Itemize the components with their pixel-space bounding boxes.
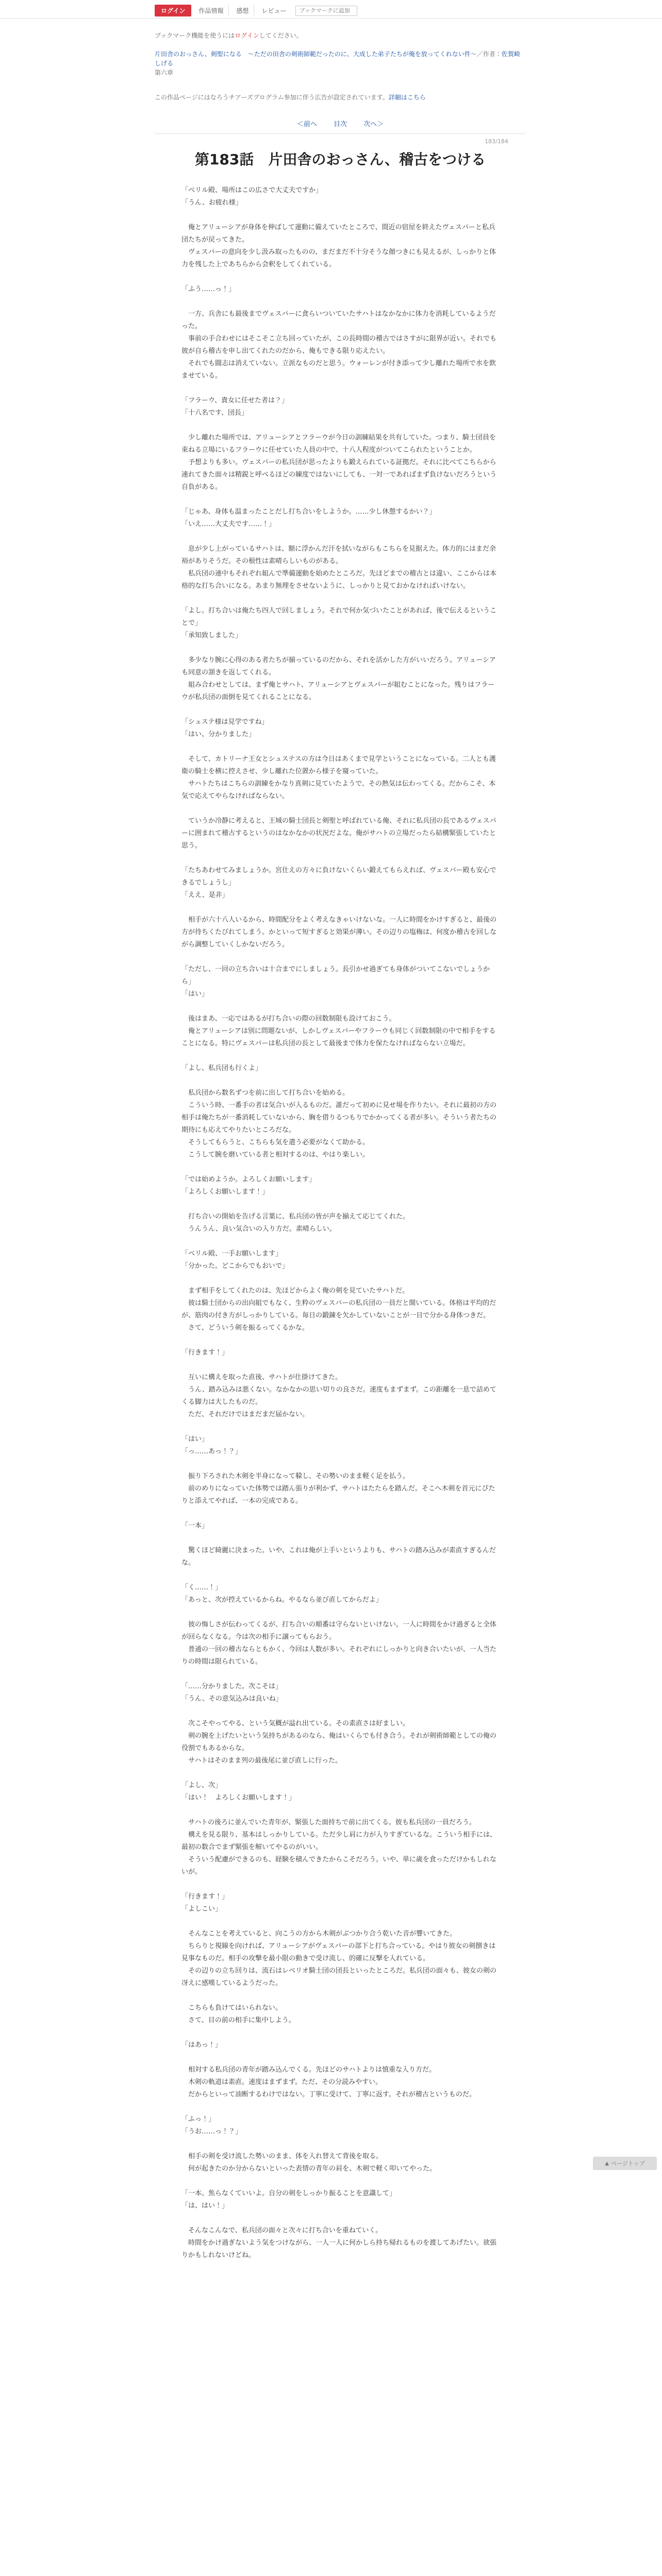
paragraph: 相手が六十八人いるから、時間配分をよく考えなきゃいけないな。一人に時間をかけすぎると、最後の方が待ちくたびれてしまう。かといって短すぎると効果が薄い。その辺りの塩梅は、何度か稽古を回しながら調整していくしかないだろう。 (181, 916, 497, 948)
paragraph-spacer (181, 1050, 499, 1062)
page-top-button[interactable] (593, 2157, 657, 2170)
bookmark-search-input[interactable] (295, 6, 357, 16)
paragraph: 彼は騎士団からの出向組でもなく、生粋のヴェスパーの私兵団の一員だと聞いている。体格は平均的だが、筋肉の付き方がしっかりしている。毎日の鍛錬を欠かしていないことが一目で分かる身体つきだ。 (181, 1299, 496, 1319)
paragraph: 「うん、お疲れ様」 (181, 199, 242, 207)
paragraph: 一方、兵舎にも最後までヴェスパーに食らいついていたサハトはなかなかに体力を消耗しているようだった。 (181, 310, 496, 330)
paragraph: 互いに構えを取った直後、サハトが仕掛けてきた。 (181, 1374, 342, 1381)
paragraph-spacer (181, 2101, 499, 2113)
paragraph-spacer (181, 1878, 499, 1891)
paragraph: サハトの後ろに並んでいた青年が、緊張した面持ちで前に出てくる。彼も私兵団の一員だろう。 (181, 1819, 476, 1826)
paragraph: その辺りの立ち回りは、流石はレベリオ騎士団の団長といったところだ。私兵団の面々も、彼女の剣の冴えに感嘆しているようだった。 (181, 1967, 496, 1987)
paragraph: 驚くほど綺麗に決まった。いや、これは俺が上手いというよりも、サハトの踏み込みが素直すぎるんだな。 (181, 1547, 496, 1567)
login-notice-link[interactable]: ログイン (235, 32, 259, 39)
paragraph: 「は、はい！」 (181, 2202, 229, 2210)
paragraph: 「く……！」 (181, 1584, 222, 1591)
paragraph: それでも闘志は消えていない。立派なものだと思う。ウォーレンが付き添って少し離れた場所で水を飲ませている。 (181, 360, 496, 380)
paragraph: こうして腕を磨いている者と相対するのは、やはり楽しい。 (181, 1151, 370, 1159)
paragraph: 構えを見る限り、基本はしっかりしている。ただ少し肩に力が入りすぎているな。こういう相手には、最初の数合でまず緊張を解いてやるのがいい。 (181, 1831, 497, 1851)
paragraph: 「うお……っ！？」 (181, 2128, 242, 2136)
paragraph-spacer (181, 1668, 499, 1681)
paragraph-spacer (181, 1767, 499, 1780)
paragraph: 「フラーウ、貴女に任せた者は？」 (181, 397, 288, 404)
series-info (155, 49, 526, 68)
paragraph-spacer (181, 1458, 499, 1470)
paragraph: 私兵団から数名ずつを前に出して打ち合いを始める。 (181, 1089, 350, 1097)
prev-chapter-link[interactable]: ＜前へ (296, 121, 317, 128)
series-separator: ／ (476, 50, 483, 58)
paragraph-spacer (181, 1421, 499, 1433)
paragraph-spacer (181, 642, 499, 654)
paragraph: そういう配慮ができるのも、経験を積んできたからこそだろう。いや、単に歳を食っただけかもしれないが。 (181, 1856, 496, 1876)
paragraph-spacer (181, 2027, 499, 2039)
login-notice (155, 31, 526, 40)
paragraph: 「ふっ！」 (181, 2115, 216, 2123)
paragraph: ていうか冷静に考えると、王城の騎士団長と剣聖と呼ばれている俺、それに私兵団の長であるヴェスパーに囲まれて稽古するというのはなかなかの状況だよな。俺がサハトの立場だったら結構緊張していたと思う。 (181, 817, 496, 850)
paragraph: 相対する私兵団の青年が踏み込んでくる。先ほどのサハトよりは慎重な入り方だ。 (181, 2066, 436, 2074)
paragraph: さて、どういう剣を振るってくるかな。 (181, 1324, 309, 1332)
paragraph: 「一本。焦らなくていいよ。自分の剣をしっかり振ることを意識して」 (181, 2190, 396, 2197)
nav-link-work-info[interactable]: 作品情報 (193, 5, 229, 16)
paragraph: 「はい」 (181, 1435, 209, 1443)
paragraph: うん、踏み込みは悪くない。なかなかの思い切りの良さだ。速度もまずまず。この距離を一息で詰めてくる脚力は大したものだ。 (181, 1386, 496, 1406)
paragraph-spacer (181, 1001, 499, 1013)
paragraph: 「よろしくお願いします！」 (181, 1188, 269, 1196)
paragraph-spacer (181, 271, 499, 283)
paragraph: 「承知致しました」 (181, 632, 242, 639)
paragraph: そうしてもらうと、こちらも気を遣う必要がなくて助かる。 (181, 1139, 370, 1146)
paragraph-spacer (181, 2052, 499, 2064)
paragraph: サハトたちはこちらの訓練をかなり真剣に見ていたようで、その熱気は伝わってくる。だからこそ、本気で応えてやらなければならない。 (181, 780, 496, 800)
paragraph: 何が起きたのか分からないといった表情の青年の肩を、木剣で軽く叩いてやった。 (181, 2165, 437, 2173)
paragraph: そして、カトリーナ王女とシュステスの方は今日はあくまで見学ということになっている。二人とも護衛の騎士を横に控えさせ、少し離れた位置から様子を窺っていた。 (181, 755, 496, 775)
paragraph: 「ふう……っ！」 (181, 285, 236, 293)
paragraph: そんなことを考えていると、向こうの方から木剣がぶつかり合う乾いた音が響いてきた。 (181, 1930, 457, 1938)
paragraph: 「たちあわせてみましょうか。宮仕えの方々に負けないくらい鍛えてもらえれば、ヴェスパー殿も安心できるでしょうし」 (181, 867, 496, 887)
paragraph-spacer (181, 1075, 499, 1087)
paragraph-spacer (181, 209, 499, 222)
paragraph: 打ち合いの開始を告げる言葉に、私兵団の皆が声を揃えて応じてくれた。 (181, 1213, 410, 1221)
paragraph: 剣の腕を上げたいという気持ちがあるのなら、俺はいくらでも付き合う。それが剣術師範としての俺の役割でもあるからな。 (181, 1732, 496, 1752)
paragraph: 俺とアリューシアは別に問題ないが、しかしヴェスパーやフラーウも同じく回数制限の中で相手をすることになる。特にヴェスパーは私兵団の長として最後まで体力を保たなければならない立場だ。 (181, 1027, 496, 1047)
paragraph-spacer (181, 2175, 499, 2188)
arrow-up-icon: ▲ (605, 2160, 609, 2166)
paragraph: 「あっと、次が控えているからね。やるなら並び直してからだよ」 (181, 1596, 383, 1604)
page-top-label: ページトップ (611, 2160, 645, 2167)
paragraph: 「分かった。どこからでもおいで」 (181, 1262, 289, 1270)
paragraph-spacer (181, 382, 499, 395)
paragraph: 「一本」 (181, 1522, 209, 1530)
paragraph-spacer (181, 531, 499, 543)
paragraph-spacer (181, 704, 499, 716)
paragraph: 「じゃあ、身体も温まったことだし打ち合いをしようか。……少し休憩するかい？」 (181, 508, 436, 516)
series-author-label: 作者： (483, 50, 502, 58)
nav-link-comments[interactable]: 感想 (231, 5, 254, 16)
paragraph: こういう時、一番手の者は気合いが入るものだ。誰だって初めに見せ場を作りたい。それに最初の方の相手は俺たちが一番消耗していないから、胸を借りるつもりでかかってくる者が多い。そういう者たちの期待にも応えてやりたいところだな。 (181, 1101, 497, 1134)
paragraph: 「よし、私兵団も行くよ」 (181, 1064, 262, 1072)
paragraph-spacer (181, 1705, 499, 1718)
paragraph: 組み合わせとしては、まず俺とサハト、アリューシアとヴェスパーが組むことになった。残りはフラーウが私兵団の面倒を見てくれることになる。 (181, 681, 495, 701)
paragraph: うんうん、良い気合いの入り方だ。素晴らしい。 (181, 1225, 336, 1233)
chapter-section-label: 第六章 (155, 69, 174, 76)
paragraph: ヴェスパーの意向を少し汲み取ったものの、まだまだ不十分そうな顔つきにも見えるが、しっかりと体力を残した上であちらから会釈をしてくれている。 (181, 248, 496, 268)
paragraph: 「はあっ！」 (181, 2041, 222, 2049)
paragraph: さて、目の前の相手に集中しよう。 (181, 2016, 295, 2024)
top-navigation-inner (155, 5, 357, 16)
paragraph-spacer (181, 494, 499, 506)
paragraph: こちらも負けてはいられない。 (181, 2004, 283, 2012)
paragraph: 私兵団の連中もそれぞれ組んで準備運動を始めたところだ。先ほどまでの稽古とは違い、ここからは本格的な打ち合いになる。あまり無理をさせないように、しっかりと見ておかなければいけない。 (181, 570, 497, 590)
paragraph: 俺とアリューシアが身体を伸ばして運動に備えていたところで、間近の宿屋を終えたヴェスパーと私兵団たちが戻ってきた。 (181, 224, 495, 244)
paragraph: 「いえ……大丈夫です……！」 (181, 520, 276, 528)
paragraph-spacer (181, 741, 499, 753)
paragraph: 「よし。打ち合いは俺たち四人で回しましょう。それで何か気づいたことがあれば、後で伝えるということで」 (181, 607, 497, 627)
nav-link-reviews[interactable]: レビュー (261, 7, 287, 14)
paragraph: 「はい、分かりました」 (181, 731, 256, 738)
ads-notice-text: この作品ページにはなろうチアーズプログラム参加に伴う広告が設定されています。 (155, 94, 389, 101)
chapter-section (155, 68, 526, 77)
paragraph: 木剣の軌道は素直。速度はまずまず。ただ、その分読みやすい。 (181, 2078, 382, 2086)
paragraph: 「では始めようか。よろしくお願いします」 (181, 1176, 316, 1183)
paragraph-spacer (181, 1990, 499, 2002)
paragraph: まず相手をしてくれたのは、先ほどからよく俺の剣を見ていたサハトだ。 (181, 1287, 409, 1295)
chapter-pager (155, 118, 526, 134)
paragraph: 「……分かりました。次こそは」 (181, 1683, 283, 1690)
paragraph: 予想よりも多い。ヴェスパーの私兵団が思ったよりも鍛えられている証拠だ。それに比べてこちらから連れてきた面々は精鋭と呼べるほどの練度ではないにしても、一対一であればまず負けないだろうという自負がある。 (181, 459, 497, 491)
paragraph: 「シュステ様は見学ですね」 (181, 718, 269, 726)
series-author-link[interactable]: 佐賀崎しげる (155, 50, 520, 67)
paragraph: 息が少し上がっているサハトは、額に浮かんだ汗を拭いながらもこちらを見据えた。体力的にはまだ余裕がありそうだ。その根性は素晴らしいものがある。 (181, 545, 496, 565)
novel-header (155, 31, 526, 108)
paragraph: 「はい」 (181, 990, 209, 998)
paragraph-spacer (181, 2212, 499, 2225)
paragraph: 「ええ、是非」 (181, 891, 229, 899)
paragraph-spacer (181, 1198, 499, 1211)
series-title-link[interactable]: 片田舎のおっさん、剣聖になる ～ただの田舎の剣術師範だったのに、大成した弟子たちが俺を放ってくれない件～ (155, 50, 477, 58)
paragraph-spacer (181, 1507, 499, 1520)
paragraph: 「行きます！」 (181, 1349, 229, 1357)
paragraph: そんなこんなで、私兵団の面々と次々に打ち合いを重ねていく。 (181, 2227, 383, 2234)
paragraph-spacer (181, 1804, 499, 1817)
login-notice-text-end: してください。 (259, 32, 303, 39)
paragraph: 多少なり腕に心得のある者たちが揃っているのだから、それを活かした方がいいだろう。アリューシアも同意の頷きを返してくれる。 (181, 656, 496, 676)
paragraph: 「ベリル殿、場所はこの広さで大丈夫ですか」 (181, 187, 323, 194)
paragraph-spacer (181, 1235, 499, 1248)
paragraph: 少し離れた場所では、アリューシアとフラーウが今日の訓練結果を共有していた。つまり、騎士団員を束ねる立場にいるフラーウに任せていた人員の中で、十八人程度がついてこられたということか。 (181, 434, 496, 454)
login-notice-text: ブックマーク機能を使うには (155, 32, 235, 39)
ads-notice (155, 93, 526, 102)
top-navigation-bar (0, 0, 662, 19)
paragraph: ただ、それだけではまだまだ届かない。 (181, 1411, 309, 1418)
paragraph-spacer (181, 1916, 499, 1928)
table-of-contents-link[interactable]: 目次 (333, 121, 347, 128)
paragraph-spacer (181, 2138, 499, 2150)
paragraph: 彼の悔しさが伝わってくるが、打ち合いの順番は守らないといけない。一人に時間をかけ過ぎると全体が回らなくなる。今は次の相手に譲ってもらおう。 (181, 1621, 496, 1641)
paragraph-spacer (181, 1532, 499, 1545)
paragraph: 「よし、次」 (181, 1782, 222, 1789)
paragraph: 「っ……あっ！？」 (181, 1448, 242, 1455)
paragraph-spacer (181, 1569, 499, 1582)
paragraph: 次こそやってやる、という気概が溢れ出ている。その素直さは好ましい。 (181, 1720, 410, 1727)
paragraph-spacer (181, 902, 499, 914)
paragraph-spacer (181, 1359, 499, 1371)
paragraph: 時間をかけ過ぎないよう気をつけながら、一人一人に何かしら持ち帰れるものを渡してあげたい。欲張りかもしれないけどね。 (181, 2239, 497, 2259)
paragraph: 「うん、その意気込みは良いね」 (181, 1695, 283, 1703)
paragraph: サハトはそのまま列の最後尾に並び直しに行った。 (181, 1757, 342, 1765)
paragraph: 「行きます！」 (181, 1893, 229, 1901)
paragraph: 「ベリル殿、一手お願いします」 (181, 1250, 283, 1258)
ads-notice-link[interactable]: 詳細はこちら (388, 94, 426, 101)
chapter-title: 第183話 片田舎のおっさん、稽古をつける (194, 151, 486, 168)
paragraph: 事前の手合わせにはそこそこ立ち回っていたが、この長時間の稽古ではさすがに限界が近い。それでも彼が自ら稽古を申し出てくれたのだから、俺もできる限り応えたい。 (181, 335, 497, 355)
paragraph: だからといって油断するわけではない。丁寧に受けて、丁寧に返す。それが稽古というものだ。 (181, 2091, 476, 2098)
paragraph-spacer (181, 1334, 499, 1347)
paragraph: 前のめりになっていた体勢では踏ん張りが利かず、サハトはたたらを踏んだ。そこへ木剣を首元にぴたりと添えてやれば、一本の完成である。 (181, 1485, 495, 1505)
chapter-number: 183/184 (485, 138, 508, 145)
login-button[interactable]: ログイン (155, 5, 191, 16)
paragraph: 後はまあ、一応ではあるが打ち合いの際の回数制限も設けておこう。 (181, 1015, 396, 1023)
next-chapter-link[interactable]: 次へ＞ (363, 121, 384, 128)
paragraph: 「十八名です、団長」 (181, 409, 248, 417)
paragraph: 振り下ろされた木剣を半身になって躱し、その勢いのまま軽く足を払う。 (181, 1472, 410, 1480)
paragraph-spacer (181, 951, 499, 963)
paragraph-spacer (181, 296, 499, 308)
paragraph-spacer (181, 852, 499, 865)
paragraph: 「よしこい」 (181, 1905, 222, 1913)
paragraph: 「はい！ よろしくお願いします！」 (181, 1794, 296, 1802)
paragraph-spacer (181, 1606, 499, 1619)
paragraph-spacer (181, 1273, 499, 1285)
paragraph: 相手の剣を受け流した勢いのまま、体を入れ替えて背後を取る。 (181, 2153, 383, 2160)
paragraph-spacer (181, 1161, 499, 1174)
paragraph: 「ただし、一回の立ち合いは十合までにしましょう。長引かせ過ぎても身体がついてこないでしょうから」 (181, 965, 490, 986)
novel-body-text (181, 184, 499, 2262)
paragraph-spacer (181, 803, 499, 815)
paragraph: 普通の一回の稽古ならともかく、今回は人数が多い。それぞれにしっかりと向き合いたいが、一人当たりの時間は限られている。 (181, 1646, 496, 1666)
paragraph-spacer (181, 419, 499, 432)
paragraph: ちらりと視線を向ければ、アリューシアがヴェスパーの部下と打ち合っている。やはり彼女の剣捌きは見事なものだ。相手の攻撃を最小限の動きで受け流し、的確に反撃を入れている。 (181, 1942, 496, 1962)
paragraph-spacer (181, 592, 499, 605)
